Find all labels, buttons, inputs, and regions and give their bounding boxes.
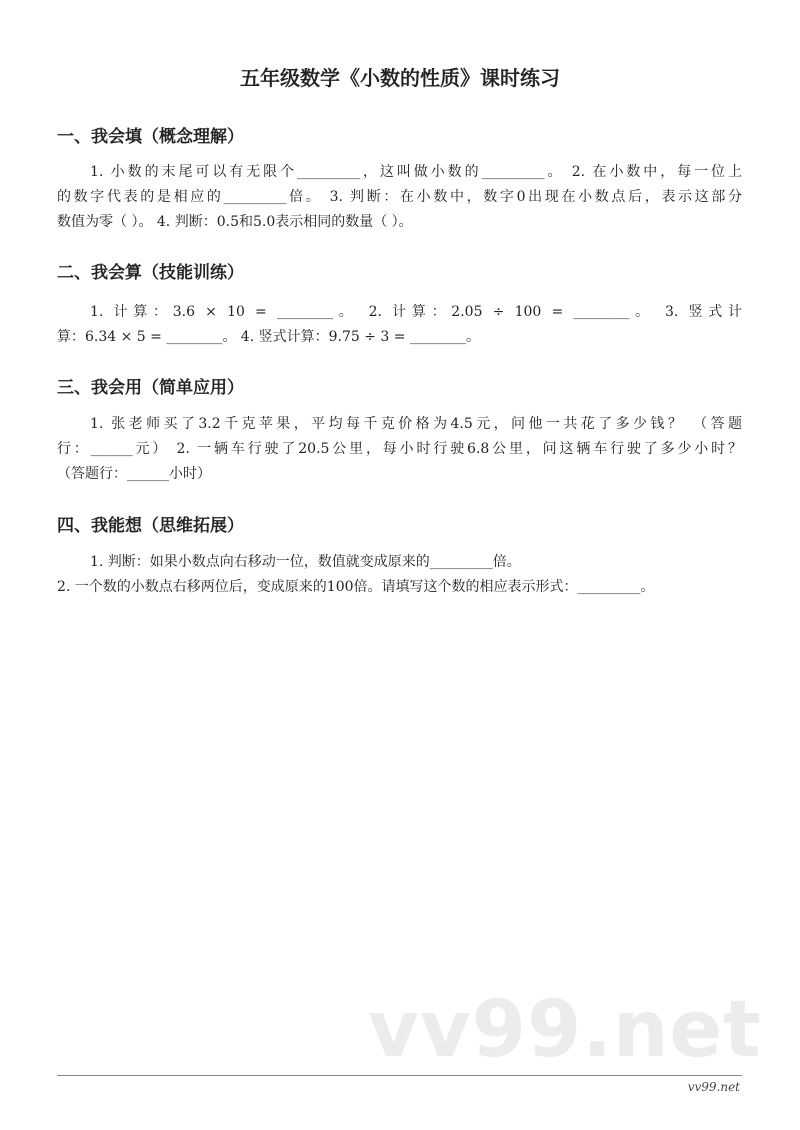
page-title: 五年级数学《小数的性质》课时练习 <box>240 66 560 90</box>
section-4-body <box>57 550 742 600</box>
footer-site: vv99.net <box>687 1080 740 1094</box>
section-heading-4: 四、我能想（思维拓展） <box>57 516 244 536</box>
section-3-body <box>57 412 742 487</box>
text-line: 行：______元） 2. 一辆车行驶了20.5公里，每小时行驶6.8公里，问这辆车行驶了多少小时？ <box>57 441 742 457</box>
section-2-body <box>57 300 742 350</box>
text-line: 1. 判断：如果小数点向右移动一位，数值就变成原来的_________倍。 <box>90 554 521 570</box>
section-1-body <box>57 160 742 235</box>
section-heading-3: 三、我会用（简单应用） <box>57 378 244 398</box>
text-line: 1. 张老师买了3.2千克苹果，平均每千克价格为4.5元，问他一共花了多少钱？ （答题 <box>90 416 742 432</box>
footer-divider <box>57 1075 742 1076</box>
text-line: （答题行：______小时） <box>57 466 211 482</box>
section-heading-1: 一、我会填（概念理解） <box>57 127 244 147</box>
section-heading-2: 二、我会算（技能训练） <box>57 263 244 283</box>
text-line: 的数字代表的是相应的_________倍。 3. 判断：在小数中，数字0出现在小数点后，表示这部分 <box>57 189 742 205</box>
watermark: vv99.net <box>368 985 762 1075</box>
text-line: 算：6.34 × 5 = ________。 4. 竖式计算：9.75 ÷ 3 = ________。 <box>57 329 480 345</box>
text-line: 数值为零（ ）。 4. 判断：0.5和5.0表示相同的数量（ ）。 <box>57 214 413 230</box>
text-line: 2. 一个数的小数点右移两位后，变成原来的100倍。请填写这个数的相应表示形式：_________。 <box>57 579 655 595</box>
text-line: 1. 小数的末尾可以有无限个_________，这叫做小数的_________。 2. 在小数中，每一位上 <box>90 164 742 180</box>
text-line: 1. 计算：3.6 × 10 = ________。 2. 计算：2.05 ÷ 100 = ________。 3. 竖式计 <box>90 304 742 320</box>
